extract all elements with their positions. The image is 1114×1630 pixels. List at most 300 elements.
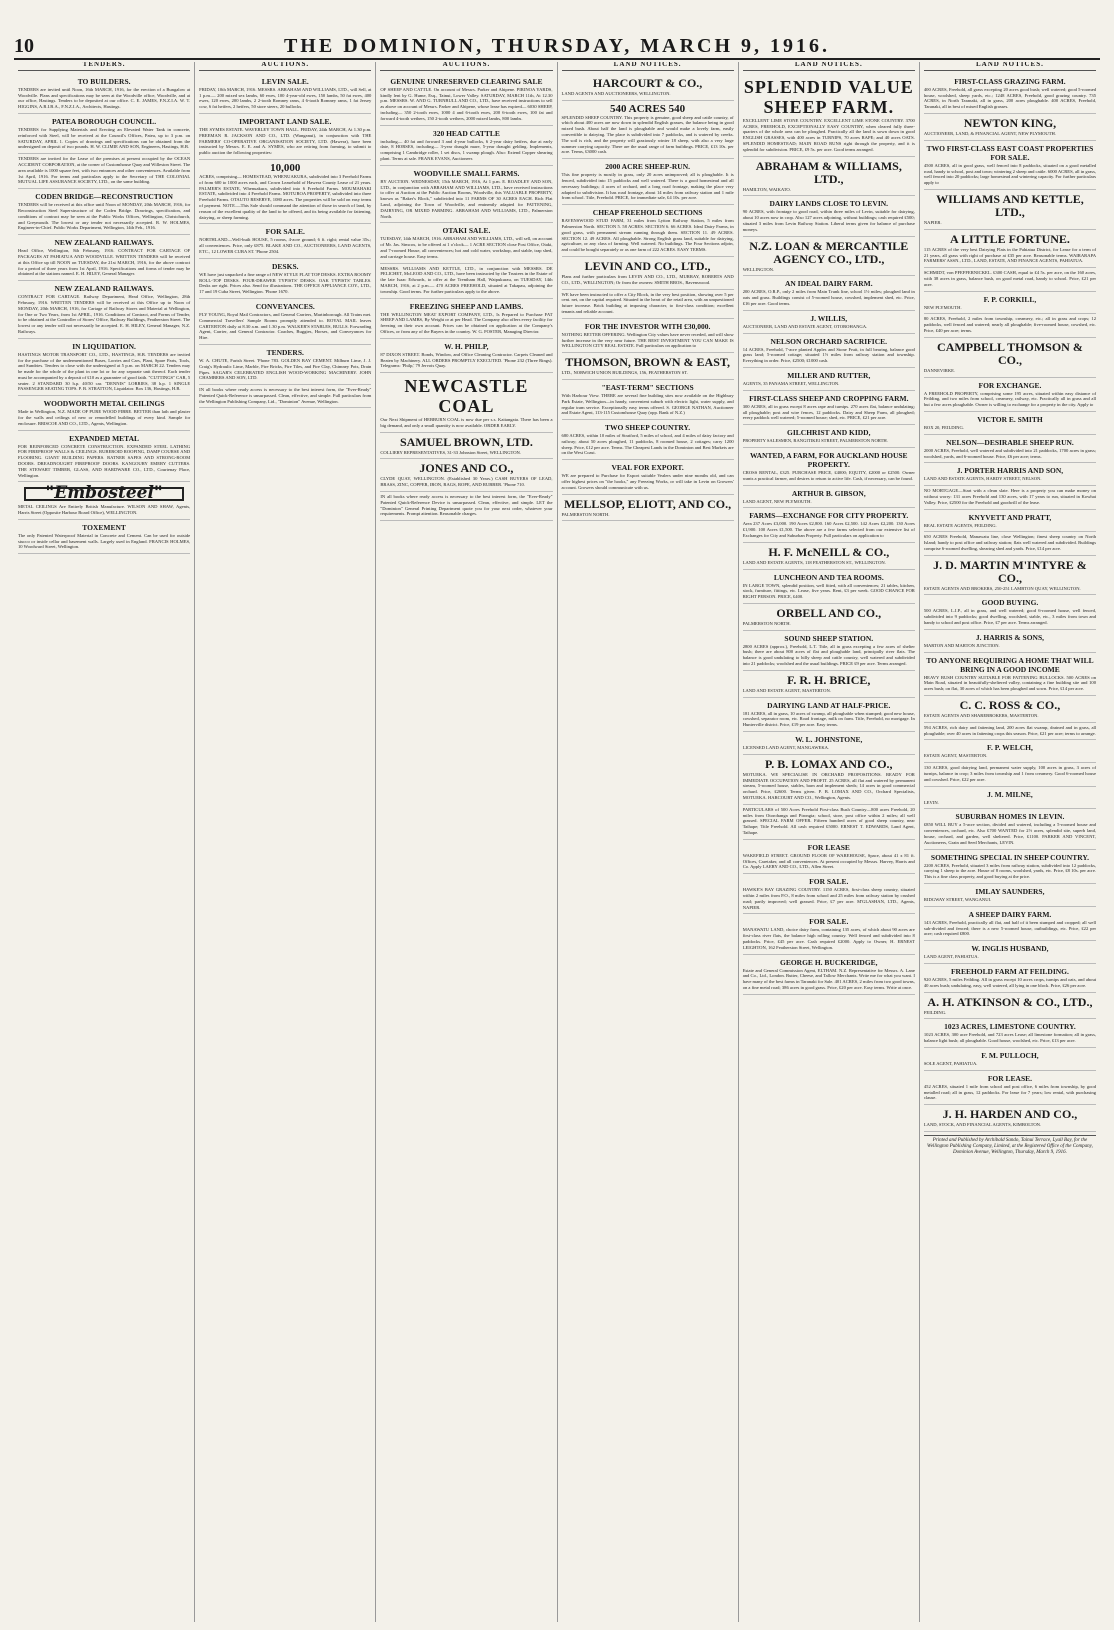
advertisement [924, 486, 1096, 509]
ad-heading: MELLSOP, ELIOTT, AND CO., [564, 496, 732, 511]
advertisement [924, 993, 1096, 1020]
ad-body: THE WELLINGTON MEAT EXPORT COMPANY, LTD., Is Prepared to Purchase FAT SHEEP AND LAMBS, By Weight or at per Head. The Company also offers every facility for freezing on their own account. Prices can be obtained on application at the Company's Offices, or from any of the Buyers in the country. W. G. FOSTER, Managing Director. [380, 311, 553, 334]
ad-heading: FOR SALE. [809, 917, 849, 927]
column-header: TENDERS. [18, 62, 190, 71]
advertisement [743, 196, 915, 236]
advertisement [380, 373, 552, 433]
ad-heading: J. D. MARTIN M'INTYRE & CO., [933, 557, 1087, 585]
ad-body: The only Patented Waterproof Material in Concrete and Cement. Can be used for outside stucco or inside cellar and basement walls. Largely used in England. FRANCIS HOLMES, 10 Woodward Street, Wellington. [18, 532, 191, 550]
column-header: AUCTIONS. [199, 62, 371, 71]
ad-heading: F. P. CORKILL, [983, 294, 1037, 304]
ad-body: 680 ACRES, within 10 miles of Stratford, 5 miles of school, and 4 miles of dairy factory and railway; about 50 acres ploughed, 11 paddocks, 8 roomed house, 2 cottages; carry 1200 sheep. Price, £12 per acre. Terms. The Cheapest Lands in the Dominion and Best Markets are on the West Coast. [561, 433, 734, 456]
advertisement [18, 189, 190, 235]
ad-body: CLYDE QUAY, WELLINGTON. (Established 30 Years.) CASH BUYERS OF LEAD, BRASS, ZINC, COPPER, IRON, RAGS, ROPE, AND RUBBER. 'Phone 710. [380, 476, 553, 488]
advertisement [743, 486, 915, 509]
ad-body: LAND AND ESTATE AGENTS, HARDY STREET, NELSON. [923, 476, 1042, 482]
advertisement [380, 264, 552, 299]
ad-body: PARTICULARS of 500 Acres Freehold First-class Bush Country—800 acres Freehold, 20 miles from Otorohanga and Pirongia; school, store, post office within 2 miles; all well grassed. SPECIAL FARM OFFER. Fifteen hundred acres of good sheep country, near Taihape; Title Freehold. All cash required £5000. ERNEST T. EDWARDS, Land Agent, Taihape. [742, 806, 915, 836]
advertisement [743, 425, 915, 448]
advertisement [562, 101, 734, 160]
advertisement [924, 630, 1096, 653]
ad-body: 4500 ACRES, all in good grass, well fenced into 8 paddocks, situated on a good metalled road, handy to school, post and town; wintering 2 sheep and cattle. 6000 ACRES, all in grass, well fenced into 20 paddocks; large homestead and wintering capacity. For further particulars apply to [923, 162, 1097, 186]
ad-body: including— 40 fat and forward 3 and 4-year bullocks, 6 2-year dairy heifers, due at early date, 8 HORSES, including— 3-year draught mare, 5-year draught gelding. Implements, comprising 1 Cambridge roller, 1 set discs, 1 swamp plough. Also: Extend Copper shearing plant. Terms at sale. FRANK EVANS, Auctioneer. [380, 138, 553, 161]
advertisement [199, 224, 371, 258]
advertisement [18, 281, 190, 339]
advertisement [924, 141, 1096, 190]
advertisement [743, 874, 915, 914]
ad-body: WELLINGTON. [742, 266, 775, 272]
advertisement [924, 653, 1096, 696]
ad-heading: FOR SALE. [265, 227, 305, 237]
ad-body: NAPIER. [923, 219, 942, 225]
ad-heading: PATEA BOROUGH COUNCIL. [52, 116, 157, 126]
ad-body: SOLE AGENT, PAHIATUA. [923, 1060, 978, 1066]
ad-heading: J. PORTER HARRIS AND SON, [956, 466, 1064, 476]
advertisement [562, 205, 734, 257]
ad-body: 87 DIXON STREET. Bonds, Window, and Office Cleaning Contractor. Carpets Cleaned and Beaten by Machinery. ALL ORDERS PROMPTLY EXECUTED. 'Phone 232 (Three Rings). Telegrams: 'Philp,' 79 Jervois Quay. [380, 351, 553, 369]
ad-heading: A LITTLE FORTUNE. [949, 231, 1070, 246]
advertisement [743, 631, 915, 671]
ad-heading: "Embosteel" [24, 487, 184, 501]
ad-heading: KNYVETT AND PRATT, [968, 512, 1052, 522]
ad-body: SCHMIDT, von PFEFFERNICKEL. £300 CASH, equal to £4 5s. per acre, on the 160 acres, with 38 acres in grass, balance bush, on good metal road, handy to school. Price, £21 per acre. [923, 270, 1097, 287]
ad-body: WE have been instructed to offer a City Block, in the very best position, showing over 5 per cent. net, on the capital required. Situated in the heart of the retail area, with an unquestioned future increase. Brick building at imposing character, to first-class condition; excellent tenants and reliable account. [561, 291, 734, 314]
ad-heading: CHEAP FREEHOLD SECTIONS [592, 208, 703, 218]
advertisement [743, 755, 915, 805]
ad-body: HASTINGS MOTOR TRANSPORT CO., LTD., HASTINGS, H.B. TENDERS are invited for the purchase of the undermentioned Buses, Lorries and Cars, Plant, Spare Parts, Tools, and Sundries. Tenders to close with the undersigned at 5 p.m. on MARCH 22. Tenders may be made for the whole of the plant in one lot or for any separate unit thereof. Each tender must be accompanied by a deposit of £10 as a guarantee of good faith. "CUTTINGS" CAR, 5 seater. 2 STANDARD 30 h.p. 40/50 car. "DENNIS" LORRIES, 38 h.p. 1 SINGLE PASSENGER SEATING TOPS. P. B. STRATTON, Liquidator. Box 136, Hastings, H.B. [18, 351, 191, 392]
ad-heading: ARTHUR B. GIBSON, [791, 488, 866, 498]
ad-heading: WOODWORTH METAL CEILINGS [43, 399, 165, 409]
ad-heading: W. H. PHILP, [444, 341, 489, 351]
ad-heading: GILCHRIST AND KIDD, [787, 428, 871, 438]
ad-body: This fine property is mostly in grass, only 20 acres unimproved; all is ploughable. It is fenced, subdivided into 15 paddocks and well watered. There is a good homestead and all necessary buildings; 4 acres of orchard, and a long road frontage, making the place very adapted to subdivision. It has road frontage, about 14 miles from railway station and 1 mile from school. Title, Freehold. PRICE, for immediate sale, £4 10s. per acre. [561, 172, 734, 201]
advertisement [743, 391, 915, 425]
advertisement [743, 805, 915, 840]
ad-heading: GENUINE UNRESERVED CLEARING SALE [390, 76, 543, 86]
advertisement [743, 74, 915, 157]
ad-heading: C. C. ROSS & CO., [959, 698, 1061, 713]
ad-heading: W. INGLIS HUSBAND, [971, 944, 1049, 954]
ad-body: 181 ACRES, all in grass, 10 acres of swamp, all ploughable when stumped; good new house, cowshed, separator room, etc. Road frontage, milk on farm. Title, Freehold, no mortgage. In Hunterville district. Price, £19 per acre. Easy terms. [742, 710, 915, 728]
advertisement [924, 1071, 1096, 1105]
ad-body: A FREEHOLD PROPERTY, comprising some 195 acres, situated within easy distance of Feilding, and two miles from school, creamery, railway, etc. Practically all in grass and all but a few acres ploughable. Owner is willing to exchange for a property in the city. Apply to [923, 390, 1097, 408]
ad-heading: NEW ZEALAND RAILWAYS. [54, 238, 154, 248]
ad-body: LAND AND ESTATE AGENT, MASTERTON. [742, 687, 831, 693]
ad-body: Area 237 Acres £3,000. 190 Acres £2,800. 160 Acres £2,500. 142 Acres £2,200. 130 Acres £1,900. 100 Acres £1,500. The above are a few farms selected from our extensive list of Exchanges for City and Suburban Property. Full particulars on application to [742, 521, 915, 538]
advertisement [743, 570, 915, 604]
ad-body: 1023 ACRES, 300 acre Freehold, and 723 acres Lease; all limestone formation; all in grass, balance light bush; all ploughable. Good house, woolshed, etc. Price, £13 per acre. [923, 1032, 1097, 1044]
ad-heading: TOXEMENT [82, 522, 126, 532]
ad-body: LTD., NORWICH UNION BUILDINGS, 156, FEATHERSTON ST. [561, 370, 688, 376]
advertisement [924, 435, 1096, 464]
ad-heading: SOUND SHEEP STATION. [784, 633, 874, 643]
ad-heading: 2000 ACRE SHEEP-RUN. [605, 162, 690, 172]
advertisement [924, 268, 1096, 291]
column-1 [14, 62, 195, 1622]
ad-heading: GOOD BUYING. [981, 598, 1039, 608]
ad-heading: N.Z. LOAN & MERCANTILE AGENCY CO., LTD., [749, 238, 909, 266]
column-header: LAND NOTICES. [562, 62, 734, 71]
advertisement [562, 353, 734, 380]
imprint-footer: Printed and Published by Archibald Sando, Tainui Terrace, Lyall Bay, for the Wellington Publishing Company, Limited, at the Registered Office of the Company, Dominion Avenue, Wellington, Thursday, March 9, 1916. [924, 1135, 1096, 1156]
column-header: LAND NOTICES. [743, 62, 915, 71]
advertisement [18, 74, 190, 114]
ad-body: WE have just unpacked a fine range of NEW STYLE FLAT TOP DESKS. EXTRA ROOMY ROLL-TOP DESKS. FOUR-DRAWER TYPISTS' DESKS. OAK TYPISTS' TABLES. Desks are right. Prices also. Send for illustrations. THE OFFICE APPLIANCE COY., LTD., 17 and 19 Cuba Street, Wellington. 'Phone 1670. [199, 271, 372, 295]
ad-body: 2200 ACRES, Freehold, situated 3 miles from railway station, subdivided into 12 paddocks, carrying 1 sheep to the acre. House of 8 rooms, woolshed, yards, etc. Price, £8 10s. per acre. This is a fine class property, and good buying at the price. [923, 862, 1097, 880]
advertisement [924, 463, 1096, 486]
advertisement [562, 380, 734, 420]
ad-heading: IN LIQUIDATION. [72, 341, 136, 351]
advertisement [380, 492, 552, 521]
advertisement [924, 190, 1096, 230]
ad-body: 115 ACRES of the very best Dairying Flats in the Pahiatua District, for Lease for a term of 21 years, all grass with right of purchase at £35 per acre. Reasonable terms. WAIRARAPA FARMERS' ASSN., LTD., LAND, ESTATE, AND FINANCE AGENTS, PAHIATUA. [923, 246, 1097, 264]
ad-heading: H. F. McNEILL & CO., [768, 544, 890, 559]
ad-body: AGENTS, 35 PANAMA STREET, WELLINGTON. [742, 380, 840, 386]
ad-body: 2000 ACRES, Freehold, well watered and subdivided into 21 paddocks, 1700 acres in grass; woolshed, yards, and 6-roomed house. Price, £6 per acre; terms. [923, 447, 1097, 459]
advertisement [743, 955, 915, 995]
ad-heading: THOMSON, BROWN & EAST, [565, 355, 730, 370]
column-3 [376, 62, 557, 1622]
ad-body: ACRES, comprising— HOMESTEAD, WHENUAKURA, subdivided into 3 Freehold Farms of from 600 to 1000 acres each, and Crown Leasehold of Hawera County Lease of 21 years. PALMER'S ESTATE, Whenuakura, subdivided into 6 Freehold Farms. MOUMAHAKI ESTATE, subdivided into 4 Freehold Farms. MOTUROA PROPERTY, subdivided into three Freehold Farms. OTAUTO RESERVE, 1080 acres. The properties will be sold on easy terms of payment. NOTE.—This Sale should command the attention of those in search of land, by reason of the excellent quality of the land to be offered, and its being available for fattening, dairying, or sheep farming. [199, 173, 372, 220]
ad-heading: 10,000 [270, 161, 301, 174]
advertisement [924, 510, 1096, 533]
advertisement [380, 433, 552, 460]
ad-body: £850 WILL BUY a 5-acre section, divided and watered, including a 5-roomed house and conveniences, orchard, etc. Also £700 WANTED for 2½ acres, splendid site, superb land, house, orchard, and garden, well sheltered. Price, £1100. PARKER AND VINCENT, Auctioneers, Grain and Seed Merchants, LEVIN. [923, 822, 1097, 845]
advertisement [380, 339, 552, 373]
ad-heading: FARMS—EXCHANGE FOR CITY PROPERTY. [749, 511, 909, 521]
masthead [14, 24, 1100, 60]
advertisement [743, 698, 915, 732]
ad-body: CONTRACT FOR CARTAGE. Railway Department, Head Office, Wellington, 28th February, 1916. WRITTEN TENDERS will be received at this Office up to Noon of MONDAY, 20th MARCH, 1916, for Cartage of Railway Stores and Material at Wellington, for One or Two Years, from 1st APRIL, 1916. Conditions of Contract, and Forms of Tender, to be obtained at the Controller of Stores' Office, Railway Buildings, Featherston Street. The lowest or any tender will not necessarily be accepted. E. H. HILEY, General Manager, N.Z. Railways. [18, 294, 191, 334]
ad-body: LICENSED LAND AGENT, MANGAWEKA. [742, 745, 830, 751]
ad-heading: TWO SHEEP COUNTRY. [605, 423, 691, 433]
ad-body: Our Next Shipment of HEBBURN COAL is now due per s.s. Kaitangata. There has been a big demand, and only a small quantity is now available. ORDER EARLY. [380, 417, 553, 428]
ad-body: HAWKE'S BAY GRAZING COUNTRY. 1150 ACRES, first-class sheep country, situated within 2 miles from P.O., 8 miles from school and 25 miles from railway station by crushed road; partly improved; well grassed. Price, £7 per acre. M'GLASHAN, LTD., Agents, NAPIER. [742, 887, 915, 910]
ad-heading: VEAL FOR EXPORT. [611, 463, 684, 473]
ad-body: THE SYMES ESTATE. WAVERLEY TOWN HALL. FRIDAY, 24th MARCH, At 1.30 p.m. FREEMAN R. JACKSON AND CO., LTD. (Wanganui), in conjunction with THE FARMERS' CO-OPERATIVE ORGANISATION SOCIETY, LTD. (Hawera), have been instructed by Messrs. E. E. and A. SYMES, who are retiring from farming, to submit to public auction the following properties: [199, 126, 372, 156]
ad-body: 594 ACRES, rich dairy and fattening land, 200 acres flat swamp, drained and in grass, all ploughable; over 40 acres in fattening crops this season. Price, £21 per acre; terms to arrange. [923, 724, 1097, 736]
advertisement [18, 482, 190, 519]
ad-body: 400 ACRES, Freehold, all grass excepting 20 acres good bush; well watered; good 5-roomed house, woolshed, sheep yards, etc.; 1248 ACRES, Freehold, good grazing country. 735 ACRES, in North Taranaki, all in grass, 200 acres ploughable. 400 ACRES, Freehold, Taranaki, all in best of mixed English grasses. [923, 86, 1097, 110]
ad-body: FRIDAY, 10th MARCH, 1916. MESSRS. ABRAHAM AND WILLIAMS, LTD., will Sell, at 1 p.m.— 200 mixed sex lambs, 60 ewes, 100 4-year-old ewes, 150 lambs, 50 fat ewes, 400 ewes, 120 ewes, 200 lambs, 2 2-tooth Romney rams, 4 6-tooth Romney rams, 1 fat Jersey cow, 6 fat heifers, 2 heifers, 50 store steers, 20 bullocks. [199, 86, 372, 110]
ad-heading: FIRST-CLASS GRAZING FARM. [954, 76, 1066, 86]
advertisement [18, 154, 190, 189]
ad-heading: SAMUEL BROWN, LTD. [399, 434, 533, 449]
ad-body: 80 ACRES, Freehold, 2 miles from township, creamery, etc.; all in grass and crops; 12 paddocks, well fenced and watered; nearly all ploughable; five-roomed house, cowshed, etc. Price, £40 per acre; terms. [923, 316, 1097, 333]
column-6 [920, 62, 1100, 1622]
advertisement [18, 396, 190, 430]
ad-body: BY AUCTION. WEDNESDAY, 15th MARCH, 1916, At 1 p.m. E. ROADLEY AND SON, LTD., in conjunction with ABRAHAM AND WILLIAMS, LTD., have received instructions to offer at Auction at the Public Auction Rooms, Woodville, this VALUABLE PROPERTY, known as "Baker's Block," subdivided into 11 FARMS OF 30 ACRES EACH. Rich Flat Land, adjoining the Town of Woodville, and eminently adapted for FATTENING, DAIRYING, OR MIXED FARMING. ABRAHAM AND WILLIAMS, LTD., Palmerston North. [380, 178, 553, 219]
advertisement [924, 74, 1096, 114]
ad-body: NO MORTGAGE—Start with a clean slate. Here is a property you can make money on without worry: 131 acres Freehold and 130 acres, with 17 years to run, situated in Kowhai Valley. Price, £2500 for the Freehold and goodwill of the lease. [923, 488, 1097, 505]
ad-body: MOTUEKA. WE SPECIALISE IN ORCHARD PROPOSITIONS. READY FOR IMMEDIATE OCCUPATION AND PROFIT. 25 ACRES, all flat and watered by permanent stream, 5-roomed house, stables, barn and implement sheds; 14 acres in good commercial orchard. Price, £2600. Terms given. P. B. LOMAX AND CO., Orchard Specialists, MOTUEKA. HARCOURT AND CO., Wellington, Agents. [742, 771, 915, 801]
ad-body: HEAVY BUSH COUNTRY SUITABLE FOR FATTENING BULLOCKS. 500 ACRES on Main Road, situated in beautifully-sheltered valley, containing a fine building site and 100 acres bush; on flat, 30 acres of which has been ploughed and sown. Price, £14 per acre. [923, 674, 1097, 692]
advertisement [924, 556, 1096, 596]
advertisement [199, 385, 371, 408]
ad-heading: WILLIAMS AND KETTLE, LTD., [936, 191, 1084, 219]
advertisement [562, 159, 734, 205]
advertisement [380, 223, 552, 263]
ad-heading: IMPORTANT LAND SALE. [239, 116, 332, 126]
ad-body: 650 ACRES Freehold, Manawatu line, close Wellington; finest sheep country on North Island; handy to post office and railway station; flats well watered and subdivided. Buildings comprise 6-roomed dwelling, shearing shed and yards. Price, £14 per acre. [923, 534, 1097, 551]
ad-body: PALMERSTON NORTH. [561, 511, 610, 517]
ad-body: W. A. CHUTE, Farish Street. 'Phone 783. GOLDEN BAY CEMENT. Milburn Lime, J. J. Craig's Hydraulic Lime, Marble, Fire Bricks, Fire Tiles, and Fire Clay, Chimney Pots, Drain Pipes. SAGAR'S CELEBRATED ENGLISH WOOD-WORKING MACHINERY. JOHN CHAMBERS AND SON, LTD. [199, 357, 372, 381]
advertisement [924, 1048, 1096, 1071]
advertisement [924, 114, 1096, 141]
ad-body: FEILDING. [923, 1009, 947, 1015]
ad-body: HAMILTON, WAIKATO. [742, 186, 791, 192]
ad-heading: ORBELL AND CO., [776, 605, 882, 620]
ad-body: TENDERS are invited for the Lease of the premises at present occupied by the OCEAN ACCIDENT CORPORATION, at the corner of Customhouse Quay and Willeston Street. The area available is 1000 square feet, with two entrances and other conveniences. Available from 1st April, 1916. For terms and particulars apply to the Secretary of THE COLONIAL MUTUAL LIFE ASSURANCE SOCIETY, LTD., on the same building. [18, 156, 191, 185]
ad-heading: J. M. MILNE, [987, 789, 1033, 799]
ad-heading: WOODVILLE SMALL FARMS. [413, 168, 520, 178]
advertisement [924, 941, 1096, 964]
ad-heading: MILLER AND RUTTER, [787, 370, 871, 380]
ad-heading: FOR LEASE [807, 842, 850, 852]
advertisement [743, 732, 915, 755]
advertisement [743, 543, 915, 570]
ad-body: 300 ACRES, all in grass except 8 acres rape and turnips. 270 acres flat, balance undulating; all ploughable; post and wire fences, 12 paddocks. Dairy and Sheep Farm, all ploughed; every paddock well watered; 5-roomed house; shed, etc. PRICE, £21 per acre. [742, 403, 915, 421]
ad-body: LEVIN. [923, 799, 939, 805]
advertisement [199, 299, 371, 345]
advertisement [924, 1019, 1096, 1048]
ad-heading: J. WILLIS, [810, 313, 848, 323]
ad-heading: AN IDEAL DAIRY FARM. [784, 279, 873, 289]
advertisement [199, 160, 371, 224]
advertisement [924, 1105, 1096, 1132]
advertisement [380, 74, 552, 126]
ad-body: 90 ACRES, with frontage to good road, within three miles of Levin, suitable for dairying, about 10 acres now in crop. Also 127 acres adjoining, without buildings; cash required £500; situated 3 miles from Levin Railway Station. Liberal terms given for balance of purchase moneys. [742, 209, 915, 232]
advertisement [18, 431, 190, 483]
ad-body: ESTATE AGENTS AND BROKERS, 250-251 LAMBTON QUAY, WELLINGTON. [923, 585, 1081, 591]
ad-body: RIDGWAY STREET, WANGANUI. [923, 897, 992, 903]
newspaper-title: THE DOMINION, THURSDAY, MARCH 9, 1916. [283, 35, 831, 57]
advertisement [924, 595, 1096, 629]
ad-body: MANAWATU LAND, choice dairy farm, containing 135 acres, of which about 90 acres are first-class river flats, the balance high rolling country. Well fenced and subdivided into 8 paddocks. Price, £45 per acre. Cash required £2000. Apply to Owner, H. ERNEST LEIGHTON, 162 Featherston Street, Wellington. [742, 927, 915, 950]
ad-heading: CAMPBELL THOMSON & CO., [937, 339, 1083, 367]
ad-heading: 540 ACRES 540 [610, 102, 686, 115]
column-2 [195, 62, 376, 1622]
ad-heading: A SHEEP DAIRY FARM. [968, 909, 1052, 919]
ad-heading: NEWCASTLE COAL [404, 376, 529, 417]
ad-body: AUCTIONEER, LAND, & FINANCIAL AGENT, NEW PLYMOUTH. [923, 130, 1057, 136]
ad-heading: IMLAY SAUNDERS, [975, 887, 1045, 897]
advertisement [562, 290, 734, 319]
page-number: 10 [14, 35, 34, 57]
ad-body: 452 ACRES, situated 1 mile from school and post office, 6 miles from township, by good metalled road; all in grass, 12 paddocks. For lease for 7 years; low rental, with purchasing clause. [923, 1083, 1097, 1101]
ad-heading: NELSON—DESIRABLE SHEEP RUN. [946, 437, 1074, 447]
ad-body: TENDERS are invited until Noon, 16th MARCH, 1916, for the erection of a Bungalow at Woodville. Plans and specifications may be seen at the Woodville office, Woodville, and at our office, Hastings. Tenders to be deposited at our office. C. E. JAMES, F.N.Z.I.A. W. T. HIGGINS, A.R.I.B.A., F.N.Z.I.A., Architects, Hastings. [18, 86, 191, 110]
ad-body: TUESDAY, 14th MARCH, 1916. ABRAHAM AND WILLIAMS, LTD., will sell, on account of Mr. Jas. Simcox, to be offered at 1 o'clock— 1 ACRE SECTION close Post Office, Otaki, and 7-roomed House, all conveniences; hot and cold water, workshop, and stable, trap shed, and carriage house. Easy terms. [380, 236, 553, 259]
ad-heading: TO BUILDERS. [77, 76, 131, 86]
ad-body: AUCTIONEER, LAND AND ESTATE AGENT, OTOROHANGA. [742, 323, 868, 329]
ad-heading: DAIRY LANDS CLOSE TO LEVIN. [769, 199, 889, 209]
ad-heading: LUNCHEON AND TEA ROOMS. [773, 572, 884, 582]
advertisement [18, 114, 190, 154]
advertisement [924, 378, 1096, 412]
ad-body: NOTHING BETTER OFFERING. Wellington City values have never receded, and will show further increase in the very near future. THE BEST INVESTMENT YOU CAN MAKE IS WELLINGTON CITY REAL ESTATE. Full particulars on application to [561, 331, 734, 349]
ad-heading: TO ANYONE REQUIRING A HOME THAT WILL BRING IN A GOOD INCOME [926, 655, 1094, 674]
advertisement [924, 763, 1096, 786]
advertisement [924, 292, 1096, 315]
ad-body: MESSRS. WILLIAMS AND KETTLE, LTD., in conjunction with MESSRS. DE PELICHET, McLEOD AND CO., LTD., have been instructed by the Trustees in the Estate of the late Isaac Edwards, to offer at the Trentham Hall, Waipukurau, on TUESDAY, 14th MARCH, 1916, at 2 p.m.— 470 ACRES FREEHOLD, situated at Takapau, adjoining the township. Good terms. For further particulars apply to the above. [380, 265, 553, 294]
ad-heading: J. HARRIS & SONS, [975, 632, 1045, 642]
advertisement [743, 671, 915, 698]
advertisement [924, 740, 1096, 763]
column-4 [558, 62, 739, 1622]
ad-heading: LEVIN AND CO., LTD., [584, 258, 711, 273]
ad-body: FOR REINFORCED CONCRETE CONSTRUCTION. EXPANDED STEEL LATHING FOR FIREPROOF WALLS & CEILINGS. RUBEROID ROOFING, DAMP COURSE AND FLOORING. GIANT BUILDING PAPERS. RATNER SAFES AND STRONG-ROOM DOORS. DREADNOUGHT FIREPROOF DOORS. KANGOURY EMERY CUTTERS. THE STEWART TIMBER, GLASS, AND HARDWARE CO., LTD., Courtenay Place, Wellington. [18, 443, 191, 478]
advertisement [743, 276, 915, 310]
advertisement [924, 532, 1096, 555]
advertisement [18, 235, 190, 281]
ad-heading: CONVEYANCES. [255, 301, 315, 311]
ad-heading: F. P. WELCH, [987, 743, 1033, 753]
advertisement [924, 723, 1096, 741]
ad-body: Made in Wellington, N.Z. MADE OF PURE WOOD FIBRE. BETTER than lath and plaster for the walls and ceilings of new or remodelled buildings of every kind. Sample for enclosure. BRISCOE AND CO., LTD., Agents, Wellington. [18, 409, 191, 426]
advertisement [18, 520, 190, 554]
column-header: AUCTIONS. [380, 62, 552, 71]
advertisement [924, 884, 1096, 907]
advertisement [743, 237, 915, 277]
ad-body: TENDERS will be received at this office until Noon of MONDAY, 20th MARCH, 1916, for Reconstruction Steel Superstructure of the Coden Bridge. Drawings, specification, and conditions of contract may be seen at the Public Works Offices, Wellington, Christchurch, and Greymouth. The lowest or any tender not necessarily accepted. R. W. HOLMES, Engineer-in-Chief. Public Works Department, Wellington, 14th Feb., 1916. [18, 202, 191, 231]
ad-body: ESTATE AGENTS AND SHAREBROKERS, MASTERTON. [923, 713, 1039, 719]
ad-body: Plans and further particulars from LEVIN AND CO., LTD., MURRAY, ROBERTS AND CO., LTD., WELLINGTON; Or from the owners: SMITH BROS., Ravenswood. [561, 273, 734, 285]
ad-heading: F. M. PULLOCH, [981, 1050, 1039, 1060]
ad-heading: TWO FIRST-CLASS EAST COAST PROPERTIES FOR SALE. [926, 143, 1094, 162]
ad-body: SPLENDID SHEEP COUNTRY. This property is genuine, good sheep and cattle country, of which about 400 acres are now down in splendid English grasses, the balance being in good mixed bush. About half the land is ploughable and would make a lovely farm, easily convertible to dairying. The place is subdivided into 7 paddocks, and is watered by creeks. The soil is rich, and the property will graziously winter 18 sheep, with also a very large summer carrying capacity. There are the usual range of farm buildings. PRICE, £13 10s. per acre. Terms, £3000 cash. [561, 114, 734, 155]
ad-heading: SPLENDID VALUE SHEEP FARM. [743, 76, 914, 117]
advertisement [743, 604, 915, 631]
ad-heading: NEW ZEALAND RAILWAYS. [54, 284, 154, 294]
advertisement [199, 345, 371, 385]
advertisement [924, 809, 1096, 849]
ad-body: 200 ACRES, O.R.P., only 2 miles from Main Trunk line, school 1½ miles; ploughed land in oats and grass. Buildings consist of 5-roomed house, cowshed, implement shed, etc. Price, £16 per acre. Good terms. [742, 289, 915, 306]
ad-body: IN all books where ready access is necessary to the best interest form, the "Ever-Ready" Patented Quick-Reference Device is unsurpassed. Clean, effective, and simple. LET the "Dominion" General Printing Department quote you for your next order, whatever your requirements. Prompt attention. Reasonable charges. [380, 494, 553, 517]
advertisement [380, 126, 552, 166]
advertisement [199, 74, 371, 114]
advertisement [924, 412, 1096, 435]
ad-heading: DESKS. [272, 261, 299, 271]
ad-heading: VICTOR E. SMITH [977, 414, 1043, 424]
advertisement [562, 319, 734, 353]
ad-body: 500 ACRES, L.I.P., all in grass, and well watered; good 6-roomed house, well fenced, subdivided into 9 paddocks; good dwelling, woolshed, stable, etc., 3 miles from town and handy to school and post office. Price, £7 per acre. Terms arranged. [923, 608, 1097, 626]
ad-body: BOX 20, FEILDING. [923, 424, 964, 430]
advertisement [743, 334, 915, 368]
advertisement [743, 840, 915, 874]
ad-heading: WANTED, A FARM, FOR AUCKLAND HOUSE PROPERTY. [749, 450, 908, 469]
ad-heading: NEWTON KING, [963, 115, 1057, 130]
ad-body: 14 ACRES, Freehold, 7-acre planted Apples and Stone Fruit, in full bearing, balance good grass land; 5-roomed cottage; situated 1½ miles from railway station and township. Everything in order. Price, £2500; £1000 cash. [742, 346, 915, 364]
ad-heading: FIRST-CLASS SHEEP AND CROPPING FARM. [749, 393, 909, 403]
ad-body: WAKEFIELD STREET. GROUND FLOOR OF WAREHOUSE, Space, about 41 x 81 ft. Offices, Caretaker, and all conveniences. At present occupied by Messrs. Harvey, Harris and Co. Apply LAERY AND CO., LTD., Allen Street. [742, 852, 915, 870]
ad-heading: CODEN BRIDGE—RECONSTRUCTION [35, 192, 173, 202]
ad-heading: ABRAHAM & WILLIAMS, LTD., [755, 158, 902, 186]
advertisement [743, 157, 915, 197]
ad-heading: 1023 ACRES, LIMESTONE COUNTRY. [944, 1022, 1076, 1032]
ad-body: WE are prepared to Purchase for Export suitable Vealers under nine months old, and can offer highest prices on "the hooks," any Freezing Works, or will take in Levin on Growers' account. Growers should communicate with us. [561, 473, 734, 490]
ad-heading: LEVIN SALE. [261, 76, 309, 86]
ad-heading: A. H. ATKINSON & CO., LTD., [927, 994, 1093, 1009]
advertisement [743, 311, 915, 334]
advertisement [199, 259, 371, 299]
ad-body: 2800 ACRES (approx.), Freehold, L.T. Title, all in grass excepting a few acres of shelter bush; there are about 800 acres of flat and ploughable land, principally river flats. The balance is good undulating to hilly sheep and cattle country, well watered and subdivided into 21 paddocks; woolshed and the usual buildings. PRICE £9 per acre. Terms arranged. [742, 643, 915, 667]
ad-heading: OTAKI SALE. [442, 226, 491, 236]
column-5 [739, 62, 920, 1622]
advertisement [18, 339, 190, 397]
ad-heading: F. R. H. BRICE, [787, 672, 871, 687]
ad-heading: JONES AND CO., [419, 461, 514, 476]
advertisement [562, 257, 734, 290]
advertisement [562, 460, 734, 494]
advertisement [924, 314, 1096, 337]
ad-body: ESTATE AGENT, MASTERTON. [923, 753, 988, 759]
advertisement [743, 368, 915, 391]
ad-body: RAVENSWOOD STUD FARM, 31 miles from Lytton Railway Station, 5 miles from Palmerston North. SECTION 5. 58 ACRES. SECTION 6. 66 ACRES. Ideal Dairy Farms, in good grass, with permanent stream running through them. SECTION 11. 49 ACRES. SECTION 12. 49 ACRES. All ploughable. Strong English grass land, suitable for dairying, agriculture, or any class of farming. Well watered. No buildings. The Four Sections adjoin, and could be bought separately or as one farm of 222 ACRES. EASY TERMS. [561, 218, 734, 253]
ad-body: IN LARGE TOWN, splendid position, well fitted, with all conveniences; 21 tables, kitchen, stock, furniture, fittings, etc. Lease, five years. Rent, £3 per week. GOOD CHANCE FOR RIGHT PERSON. PRICE, £400. [742, 582, 915, 600]
advertisement [562, 495, 734, 522]
ad-body: REAL ESTATE AGENTS, FEILDING. [923, 522, 997, 528]
ad-body: METAL CEILINGS Are Entirely British Manufacture. WILSON AND SHAW, Agents, Harris Street (Opposite Harbour Board Office), WELLINGTON. [18, 504, 191, 516]
ad-heading: FREEHOLD FARM AT FEILDING. [950, 967, 1069, 976]
ad-heading: W. L. JOHNSTONE, [795, 735, 863, 745]
ad-heading: TENDERS. [266, 347, 304, 357]
ad-heading: FOR LEASE. [987, 1073, 1033, 1083]
advertisement [924, 850, 1096, 884]
ad-heading: SOMETHING SPECIAL IN SHEEP COUNTRY. [930, 852, 1089, 862]
advertisement [380, 299, 552, 339]
advertisement [924, 964, 1096, 993]
ad-body: PROPERTY SALESMEN, RANGITIKEI STREET, PALMERSTON NORTH. [742, 438, 888, 444]
ad-body: 130 ACRES, good dairying land, permanent water supply, 100 acres in grass, 3 acres of turnips, balance in crop; 3 miles from township and 1 from creamery. Good 6-roomed house and cowshed. Price, £22 per acre. [923, 765, 1097, 782]
ad-heading: NELSON ORCHARD SACRIFICE. [770, 336, 888, 346]
ad-body: LAND AND ESTATE AGENTS, 118 FEATHERSTON ST., WELLINGTON. [742, 559, 886, 565]
advertisement [743, 914, 915, 954]
ad-heading: "EAST-TERM" SECTIONS [601, 382, 694, 392]
ad-body: OF SHEEP AND CATTLE. On account of Messrs. Parker and Ahipene. PIRINOA YARDS, kindly lent by G. Hume, Esq., Tainui, Lower Valley. SATURDAY, MARCH 11th, At 12.30 p.m. MESSRS. W. AND G. TURNBULL AND CO., LTD., have received instructions to sell as above on account of Messrs. Parker and Ahipene, whose lease has expired— 6030 SHEEP, including— 350 2-tooth ewes, 1000 4 and 6-tooth ewes, 200 6-tooth ewes, 100 fat and forward 4-tooth wethers, 150 2-tooth wethers, 2000 mixed lambs, 800 lambs. [380, 86, 553, 121]
ad-heading: FOR THE INVESTOR WITH £30,000. [584, 321, 711, 331]
ad-body: Head Office, Wellington, 8th February, 1916. CONTRACT FOR CARTAGE OF PACKAGES AT PAHIATUA AND WOODVILLE. WRITTEN TENDERS will be received at this Office up till NOON on TUESDAY, the 21st MARCH, 1916, for the above contract for a period of three years from 1st April, 1916. Specifications and forms of tender may be obtained at the stations named. E. H. HILEY, General Manager. [18, 248, 191, 277]
ad-heading: P. B. LOMAX AND CO., [764, 756, 893, 771]
advertisement [743, 508, 915, 542]
advertisement [562, 420, 734, 460]
advertisement [924, 230, 1096, 268]
newspaper-columns [14, 62, 1100, 1622]
ad-body: COLLIERY REPRESENTATIVES, 31-33 Johnston Street, WELLINGTON. [380, 449, 522, 455]
advertisement [380, 459, 552, 492]
ad-heading: FOR EXCHANGE. [978, 380, 1042, 390]
advertisement [924, 787, 1096, 810]
ad-body: PALMERSTON NORTH. [742, 620, 791, 626]
ad-body: LAND AGENT, PAHIATUA. [923, 954, 979, 960]
advertisement [924, 696, 1096, 723]
ad-heading: FREEZING SHEEP AND LAMBS. [409, 301, 524, 311]
ad-body: EXCELLENT LIME STONE COUNTRY. EXCELLENT LIME STONE COUNTRY. 3700 ACRES, FREEHOLD, EXCEPTIONALLY EASY COUNTRY, when cleared fully three-quarters of the whole area can be ploughed. Practically all the land is sown down in good ENGLISH GRASSES, with 400 acres in TURNIPS, 70 acres RAPE; and 40 acres OATS. SPLENDID HOMESTEAD; MAIN ROAD RUNS right through the property, and it is splendid for subdivision. PRICE, £9 5s. per acre. Good terms arranged. [742, 117, 915, 152]
ad-body: LAND, STOCK, AND FINANCIAL AGENTS, KIMBOLTON. [923, 1122, 1042, 1128]
ad-body: CROSS RENTAL, £325. PURCHASE PRICE, £4000; EQUITY, £2000 or £2500. Owner wants a practical farmer, and desires to return to active life. Cash, if necessary, can be found. [742, 469, 915, 481]
ad-heading: HARCOURT & CO., [592, 75, 703, 90]
ad-body: 143 ACRES, Freehold, practically all flat, and half of it been stumped and cropped; all well sub-divided and fenced; there is a new 5-roomed house, outbuildings, etc. Price, £22 per acre; cash required £800. [923, 919, 1097, 937]
ad-body: DANNEVIRKE. [923, 367, 956, 373]
ad-body: TENDERS for Supplying Materials and Erecting an Elevated Water Tank in concrete, reinforced with Steel, will be received at the Council's Offices, Patea, up to 3 p.m. on SATURDAY, APRIL 1. Copies of drawings and specifications can be obtained from the undersigned on deposit of two pounds. H. W. CLIMIE AND SON, Engineers, Hastings, H.B. [18, 126, 191, 150]
ad-body: With Harbour View. THERE are several fine building sites now available on the Highbury Park Estate, Wellington—in handy, convenient suburb with electric light, water supply, and regular tram service. Exceptionally easy terms offered. S. GEORGE NATHAN, Auctioneer and Estate Agent, 113-115 Customhouse Quay (opp. Bank of N.Z.) [561, 392, 734, 416]
ad-body: Estate and General Commission Agent, ELTHAM. N.Z. Representative for Messrs. A. Lane and Co., Ltd., London. Butter, Cheese, and Tallow Merchants. Write me for what you want. I have many of the best farms in Taranaki for Sale. 401 ACRES, 2 miles from two good towns, on a fine metal road; 386 acres in good grass. Price, £20 per acre. Easy terms. Write at once. [742, 967, 915, 990]
ad-heading: DAIRYING LAND AT HALF-PRICE. [767, 700, 891, 710]
ad-heading: SUBURBAN HOMES IN LEVIN. [955, 812, 1065, 822]
ad-body: NEW PLYMOUTH. [923, 304, 962, 310]
advertisement [562, 74, 734, 101]
ad-body: IN all books where ready access is necessary to the best interest form, the "Ever-Ready" Patented Quick-Reference is unsurpassed. Clean, effective, and simple. Full particulars from the Wellington Publishing Company, Ltd., "Dominion" Avenue, Wellington. [199, 387, 372, 404]
